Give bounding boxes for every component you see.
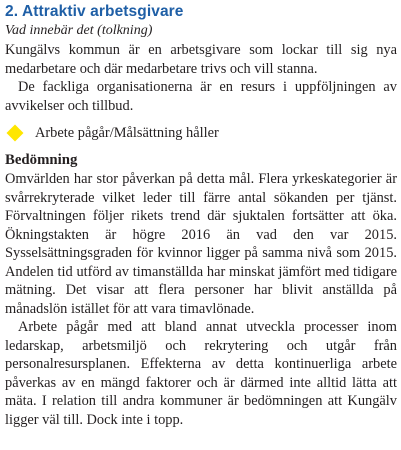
assessment-paragraph-2: Arbete pågår med att bland annat utveckla processer inom ledarskap, arbetsmiljö och rekrytering och utgår från personalresursplanen. Effekterna av detta kontinuerliga arbete påverkas av en mängd faktorer och är därmed inte alltid lätta att mäta. I relation till andra kommuner är bedömningen att Kungälv ligger väl till. Dock inte i topp. [5, 319, 397, 428]
intro-paragraph-2: De fackliga organisationerna är en resurs i uppföljningen av avvikelser och tillbud. [5, 79, 397, 114]
section-subtitle: Vad innebär det (tolkning) [5, 23, 153, 38]
status-row [5, 124, 397, 142]
assessment-paragraph-1: Omvärlden har stor påverkan på detta mål. Flera yrkeskategorier är svårrekryterade vilket leder till färre antal sökanden per tjänst. Förvaltningen följer rikets trend där sjuktalen fortsätter att öka. Ökningstakten är högre 2016 än vad den var 2015. Sysselsättningsgraden för kvinnor ligger på samma nivå som 2015. Andelen tid utförd av timanställda har minskat jämfört med tidigare mätning. Det visar att flera personer har blivit anställda på månadslön istället för att vara timavlönade. [5, 171, 397, 317]
section-title: 2. Attraktiv arbetsgivare [5, 3, 184, 20]
document-page [5, 2, 397, 429]
intro-paragraph-1: Kungälvs kommun är en arbetsgivare som lockar till sig nya medarbetare och där medarbetare trivs och vill stanna. [5, 42, 397, 77]
yellow-diamond-icon [7, 125, 24, 142]
status-label: Arbete pågår/Målsättning håller [35, 125, 219, 141]
assessment-heading: Bedömning [5, 152, 78, 168]
